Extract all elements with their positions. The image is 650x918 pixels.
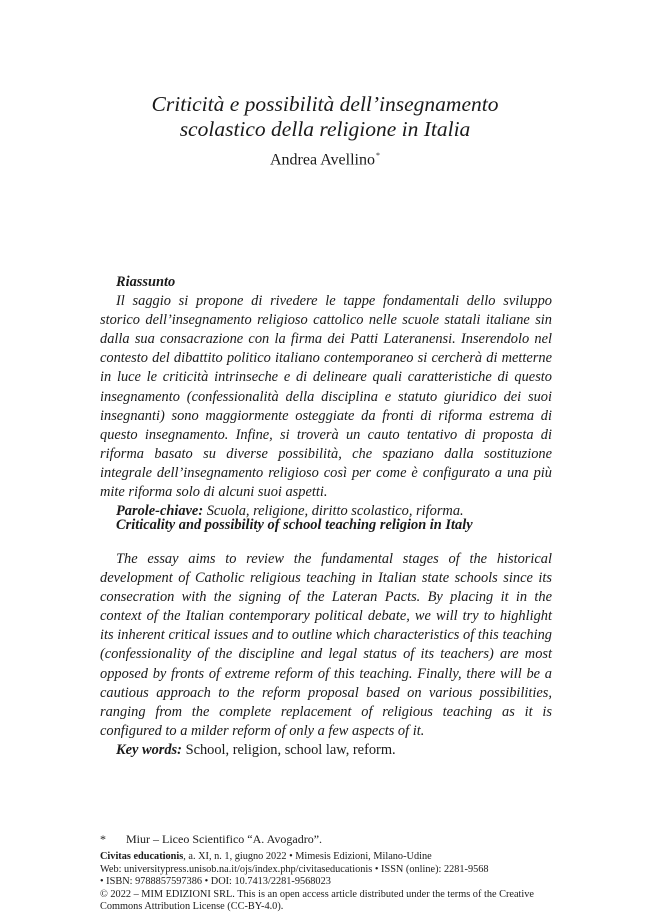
abstract-en-title: Criticality and possibility of school teaching religion in Italy xyxy=(116,517,473,533)
imprint-line-2: Web: universitypress.unisob.na.it/ojs/index.php/civitaseducationis • ISSN (online): 2281-9568 xyxy=(100,863,489,875)
footnote-text: Miur – Liceo Scientifico “A. Avogadro”. xyxy=(126,832,323,846)
imprint-line-4: © 2022 – MIM EDIZIONI SRL. This is an open access article distributed under the terms of the Creative xyxy=(100,888,534,900)
imprint-line-1 xyxy=(100,851,560,864)
author-name xyxy=(100,146,550,170)
author-text: Andrea Avellino xyxy=(269,151,375,169)
abstract-en-keywords xyxy=(100,741,552,760)
journal-name: Civitas educationis xyxy=(100,851,184,862)
footnote-mark: * xyxy=(100,832,106,846)
abstract-it-heading: Riassunto xyxy=(116,274,176,290)
article-title xyxy=(100,92,550,142)
imprint-line-3: • ISBN: 9788857597386 • DOI: 10.7413/2281-9568023 xyxy=(100,876,331,888)
title-line-2: scolastico della religione in Italia xyxy=(179,117,471,141)
keywords-en-label: Key words: xyxy=(116,741,182,758)
keywords-it-label: Parole-chiave: xyxy=(116,503,204,520)
journal-issue: , a. XI, n. 1, giugno 2022 • Mimesis Edizioni, Milano-Udine xyxy=(183,851,432,862)
keywords-it-values: Scuola, religione, diritto scolastico, riforma. xyxy=(206,503,464,520)
author-footnote-mark: * xyxy=(376,151,380,160)
abstract-it-text: Il saggio si propone di rivedere le tappe fondamentali dello sviluppo storico dell’insegnamento religioso cattolico nelle scuole statali italiane sin dalla sua consacrazione con la firma dei Patti Lateranensi. Inserendolo nel contesto del dibattito politico italiano contemporaneo si cercherà di metterne in luce le criticità intrinseche e di delineare quali caratteristiche di questo insegnamento (confessionalità della disciplina e statuto giuridico dei suoi insegnanti) sono maggiormente osteggiate da fronti di riforma estrema di questo insegnamento. Infine, si troverà un cauto tentativo di proposta di riforma basato su diverse possibilità, che spaziano dalla sostituzione integrale dell’insegnamento religioso così per come è configurato a una più mite riforma solo di alcuni suoi aspetti. xyxy=(100,293,552,501)
title-line-1: Criticità e possibilità dell’insegnamento xyxy=(151,92,499,116)
imprint-line-5: Commons Attribution License (CC-BY-4.0). xyxy=(100,901,284,913)
abstract-italian xyxy=(100,273,552,521)
footnote xyxy=(100,832,322,847)
abstract-english xyxy=(100,550,552,760)
keywords-en-values: School, religion, school law, reform. xyxy=(185,741,396,758)
abstract-en-text: The essay aims to review the fundamental stages of the historical development of Catholic religious teaching in Italian state schools since its consecration with the signing of the Lateran Pacts. By placing it in the context of the Italian contemporary political debate, we will try to highlight its inherent critical issues and to outline which characteristics of this teaching (confessionality of the discipline and legal status of its teachers) are most opposed by fronts of extreme reform of this teaching. Finally, there will be a cautious approach to the reform proposal based on various possibilities, ranging from the complete replacement of religious teaching as it is configured to a milder reform of only a few aspects of it. xyxy=(100,551,552,739)
english-title-block xyxy=(100,516,552,535)
journal-imprint xyxy=(100,851,560,914)
